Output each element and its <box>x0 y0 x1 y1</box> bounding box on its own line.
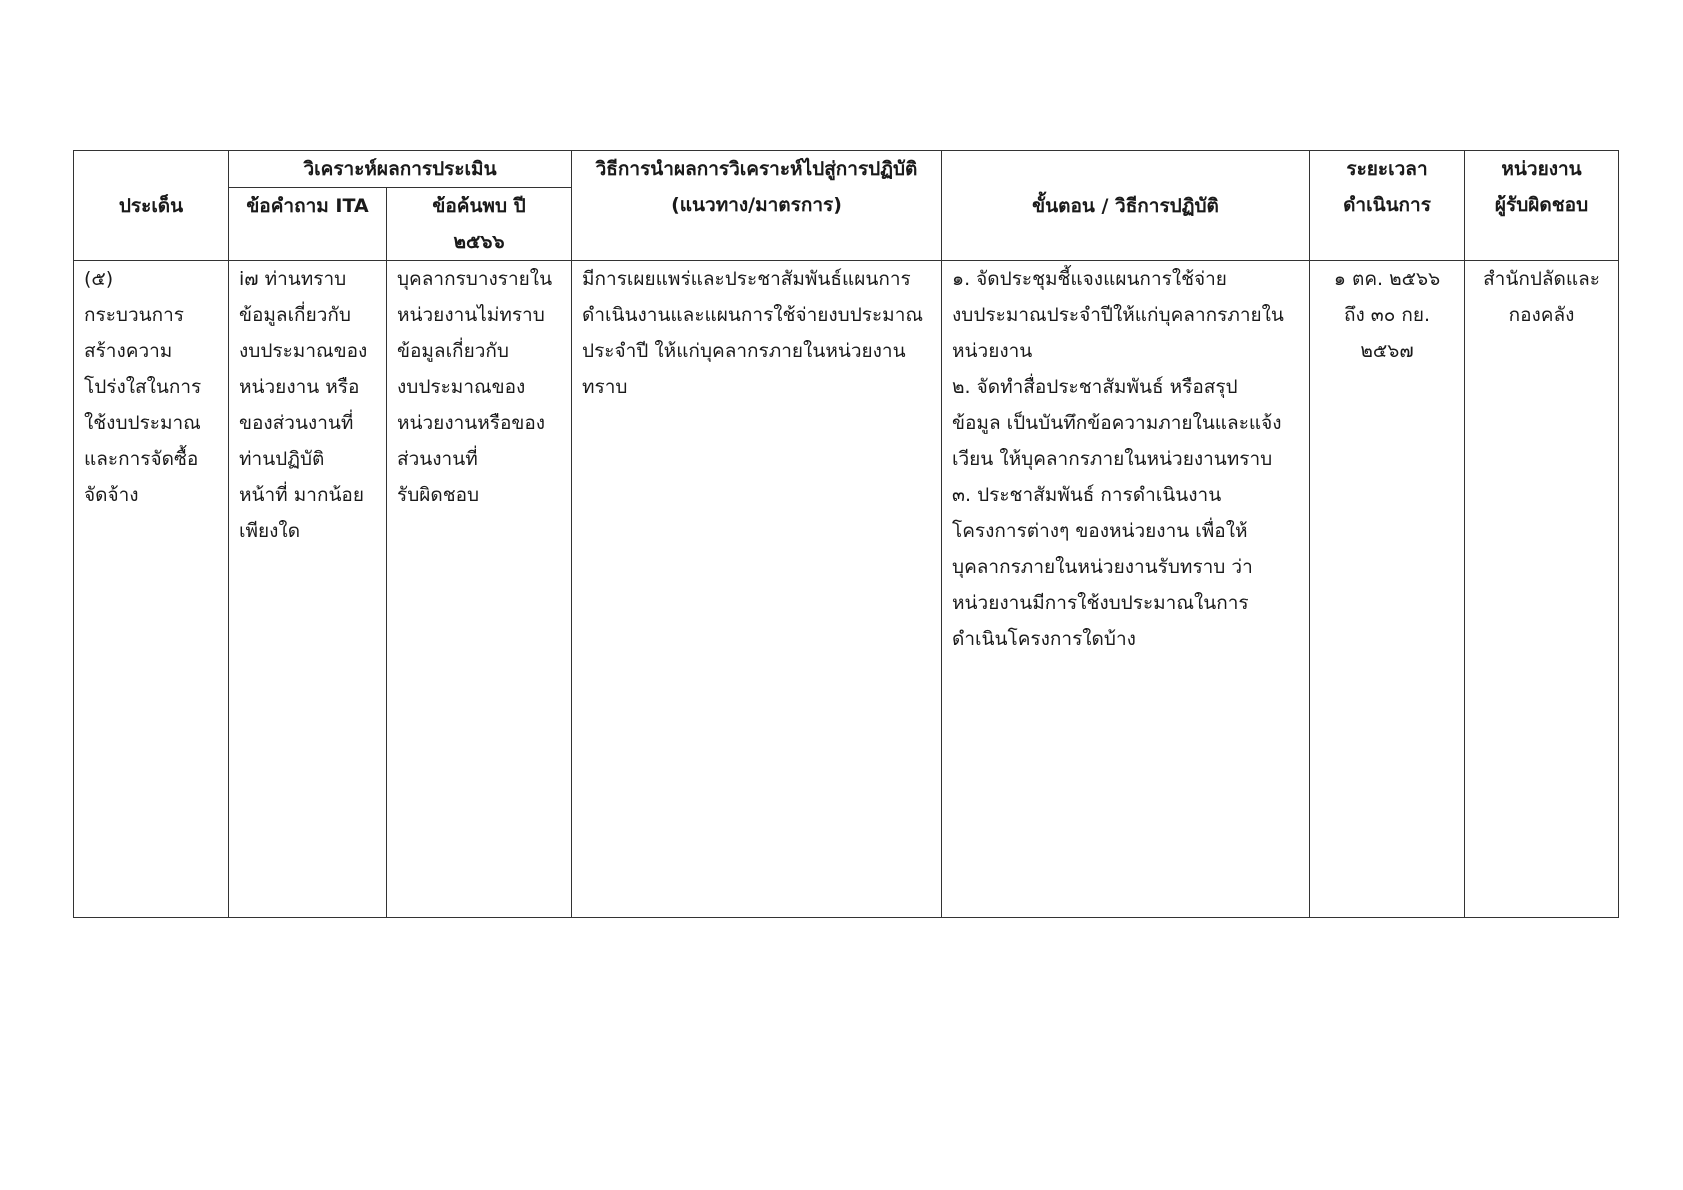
text-line: i๗ ท่านทราบ <box>239 268 347 290</box>
text-line: ส่วนงานที่ <box>397 448 478 470</box>
header-finding <box>387 188 572 261</box>
text-line: ทราบ <box>582 376 628 398</box>
header-analysis-group <box>229 151 572 188</box>
text-line: ๒๕๖๗ <box>1360 340 1414 362</box>
text-line: กระบวนการ <box>84 304 185 326</box>
text-line: บุคลากรบางรายใน <box>397 268 553 290</box>
text-line: ใช้งบประมาณ <box>84 412 201 434</box>
text-line: ของส่วนงานที่ <box>239 412 354 434</box>
header-finding-line-2: ๒๕๖๖ <box>453 231 505 253</box>
text-line: หน่วยงานไม่ทราบ <box>397 304 545 326</box>
text-line: งบประมาณประจำปีให้แก่บุคลากรภายใน <box>952 304 1284 326</box>
text-line: เพียงใด <box>239 520 301 542</box>
text-line: สำนักปลัดและ <box>1483 268 1600 290</box>
header-steps-label: ขั้นตอน / วิธีการปฏิบัติ <box>1032 194 1219 217</box>
text-line: และการจัดซื้อ <box>84 448 199 470</box>
text-line: กองคลัง <box>1508 304 1575 326</box>
text-line: ๓. ประชาสัมพันธ์ การดำเนินงาน <box>952 484 1222 506</box>
text-line: ข้อมูล เป็นบันทึกข้อความภายในและแจ้ง <box>952 412 1282 434</box>
text-line: ดำเนินงานและแผนการใช้จ่ายงบประมาณ <box>582 304 924 326</box>
text-line: (๕) <box>84 268 114 290</box>
header-method <box>572 151 942 261</box>
header-steps <box>942 151 1310 261</box>
cell-unit <box>1465 261 1619 918</box>
cell-ita-question <box>229 261 387 918</box>
header-unit-line-2: ผู้รับผิดชอบ <box>1494 194 1589 216</box>
cell-method <box>572 261 942 918</box>
text-line: จัดจ้าง <box>84 484 139 506</box>
text-line: หน่วยงานหรือของ <box>397 412 546 434</box>
text-line: ท่านปฏิบัติ <box>239 448 325 470</box>
table-row <box>74 261 1619 918</box>
header-finding-line-1: ข้อค้นพบ ปี <box>432 195 526 217</box>
header-period-line-1: ระยะเวลา <box>1346 158 1428 180</box>
text-line: ข้อมูลเกี่ยวกับ <box>397 340 509 362</box>
text-line: หน่วยงาน <box>952 340 1033 362</box>
text-line: บุคลากรภายในหน่วยงานรับทราบ ว่า <box>952 556 1253 578</box>
text-line: ประจำปี ให้แก่บุคลากรภายในหน่วยงาน <box>582 340 906 362</box>
text-line: หน่วยงาน หรือ <box>239 376 360 398</box>
text-line: เวียน ให้บุคลากรภายในหน่วยงานทราบ <box>952 448 1273 470</box>
header-row-1 <box>74 151 1619 188</box>
text-line: โปร่งใสในการ <box>84 376 202 398</box>
text-line: งบประมาณของ <box>239 340 368 362</box>
cell-period <box>1310 261 1465 918</box>
text-line: ๒. จัดทำสื่อประชาสัมพันธ์ หรือสรุป <box>952 376 1238 398</box>
text-line: สร้างความ <box>84 340 173 362</box>
action-plan-table <box>73 150 1619 918</box>
text-line: รับผิดชอบ <box>397 484 480 506</box>
header-unit <box>1465 151 1619 261</box>
text-line: งบประมาณของ <box>397 376 526 398</box>
text-line: ข้อมูลเกี่ยวกับ <box>239 304 351 326</box>
cell-finding <box>387 261 572 918</box>
header-method-line-2: (แนวทาง/มาตรการ) <box>671 194 842 216</box>
header-ita-question <box>229 188 387 261</box>
text-line: หน่วยงานมีการใช้งบประมาณในการ <box>952 592 1249 614</box>
cell-issue <box>74 261 229 918</box>
text-line: ถึง ๓๐ กย. <box>1343 304 1431 326</box>
text-line: ดำเนินโครงการใดบ้าง <box>952 628 1136 650</box>
text-line: โครงการต่างๆ ของหน่วยงาน เพื่อให้ <box>952 520 1248 542</box>
header-period-line-2: ดำเนินการ <box>1343 194 1431 216</box>
header-issue-label: ประเด็น <box>118 194 184 217</box>
text-line: หน้าที่ มากน้อย <box>239 484 364 506</box>
text-line: ๑ ตค. ๒๕๖๖ <box>1333 268 1441 290</box>
header-method-line-1: วิธีการนำผลการวิเคราะห์ไปสู่การปฏิบัติ <box>595 158 918 180</box>
cell-steps <box>942 261 1310 918</box>
header-analysis-label: วิเคราะห์ผลการประเมิน <box>303 158 497 180</box>
header-period <box>1310 151 1465 261</box>
header-unit-line-1: หน่วยงาน <box>1501 158 1582 180</box>
text-line: มีการเผยแพร่และประชาสัมพันธ์แผนการ <box>582 268 911 290</box>
header-ita-label: ข้อคำถาม ITA <box>246 195 369 217</box>
text-line: ๑. จัดประชุมชี้แจงแผนการใช้จ่าย <box>952 268 1227 290</box>
header-issue <box>74 151 229 261</box>
